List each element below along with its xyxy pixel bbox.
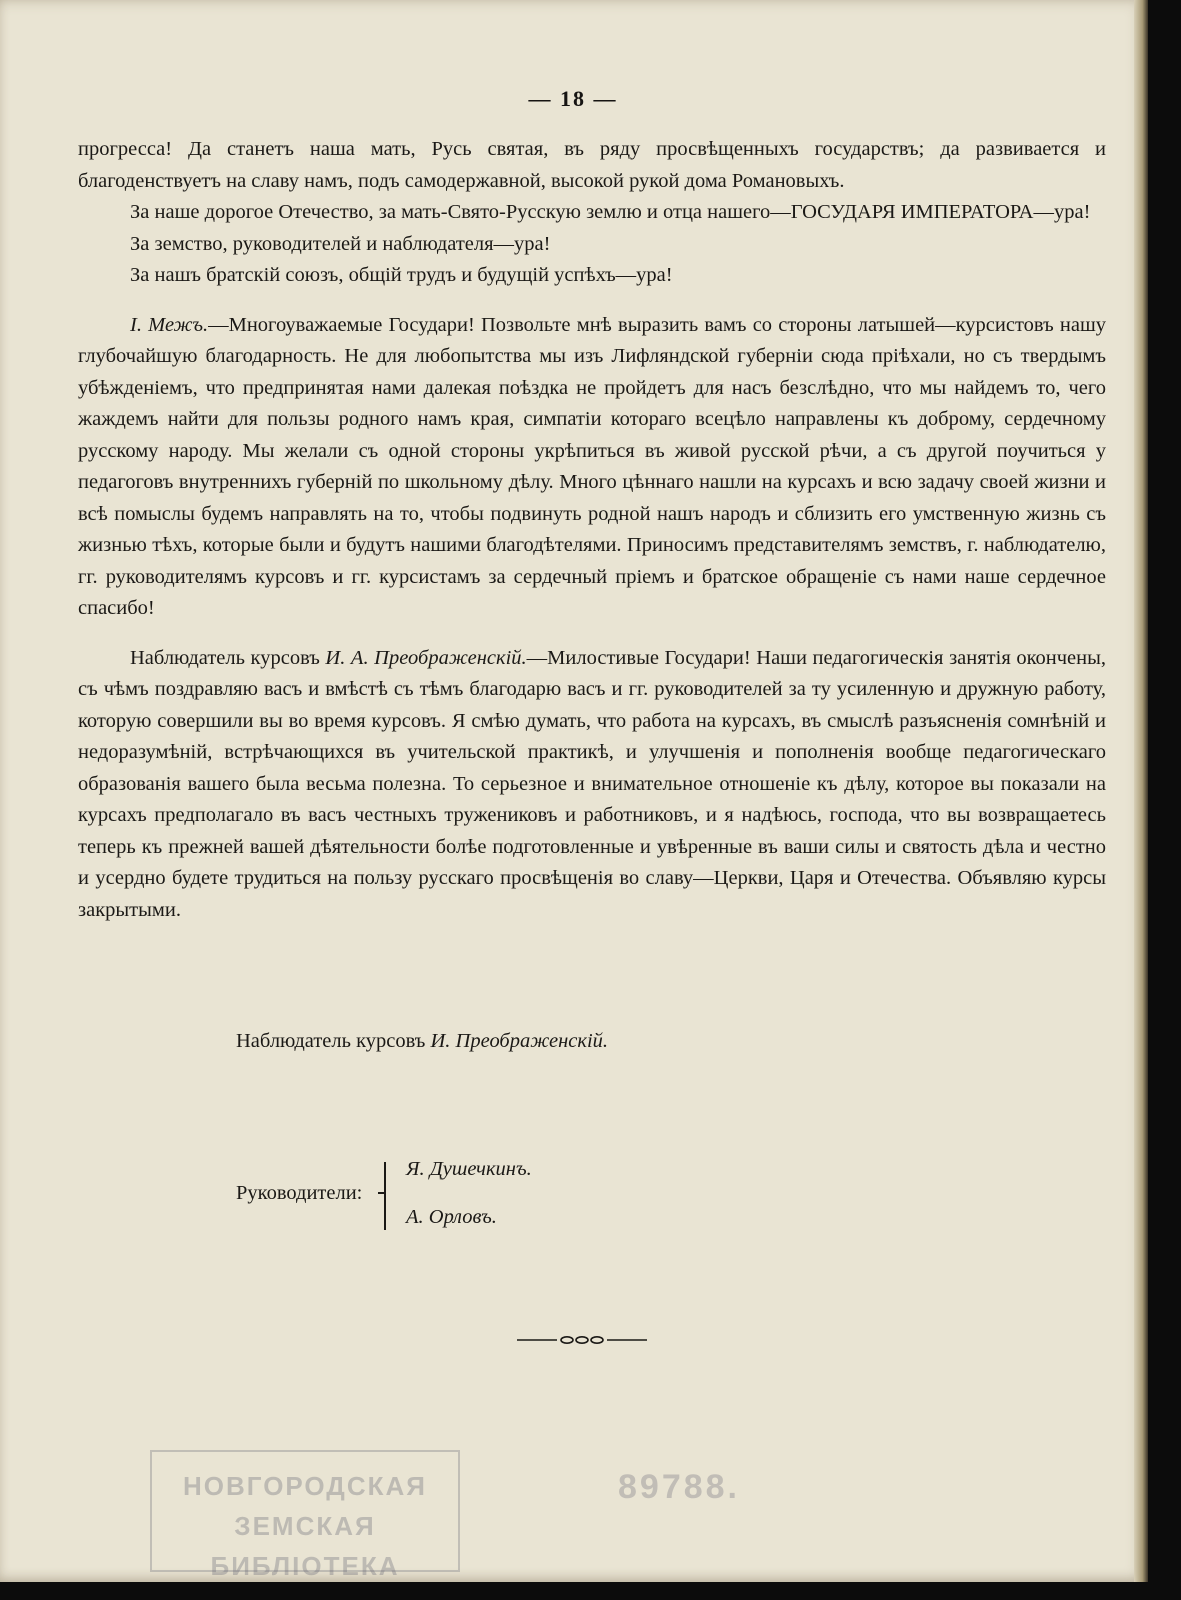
signature-name: И. Преображенскій.	[430, 1030, 609, 1052]
observer-signature	[236, 1030, 608, 1053]
leaders-label: Руководители:	[236, 1182, 363, 1204]
speaker-name: И. А. Преображенскій.	[325, 646, 527, 669]
curly-brace	[384, 1162, 392, 1230]
paragraph-observer-speech	[78, 643, 1106, 927]
paragraph-toast-fatherland: За наше дорогое Отечество, за мать-Свято-Русскую землю и отца нашего—ГОСУДАРЯ ИМПЕРАТОРА—ура!	[130, 201, 1091, 223]
leader-name-first: Я. Душечкинъ.	[406, 1158, 532, 1180]
library-stamp	[150, 1450, 460, 1581]
page-number: — 18 —	[528, 86, 618, 111]
signature-title: Наблюдатель курсовъ	[236, 1030, 431, 1052]
inventory-number: 89788.	[618, 1468, 740, 1506]
body-text	[78, 134, 1106, 926]
paragraph-toast-ending: прогресса! Да станетъ наша мать, Русь святая, въ ряду просвѣщенныхъ государствъ; да развивается и благоденствуетъ на славу намъ, подъ самодержавной, высокой рукой дома Романовыхъ.	[78, 138, 1106, 192]
stamp-line: ЗЕМСКАЯ БИБЛІОТЕКА	[210, 1511, 400, 1581]
paragraph-toast-union: За нашъ братскій союзъ, общій трудъ и будущій успѣхъ—ура!	[130, 264, 673, 286]
paragraph-mezh-speech	[78, 310, 1106, 625]
speech-text: —Многоуважаемые Государи! Позвольте мнѣ выразить вамъ со стороны латышей—курсистовъ нашу глубочайшую благодарность. Не для любопытства мы изъ Лифляндской губерніи сюда пріѣхали, но съ твердымъ убѣжденіемъ, что предпринятая нами далекая поѣздка не пройдетъ для насъ безслѣдно, что мы найдемъ то, чего жаждемъ найти для пользы родного намъ края, симпатіи котораго всецѣло направлены къ доброму, сердечному русскому народу. Мы желали съ одной стороны укрѣпиться въ живой русской рѣчи, а съ другой поучиться у педагоговъ внутреннихъ губерній по школьному дѣлу. Много цѣннаго нашли на курсахъ и всю задачу своей жизни и всѣ помыслы будемъ направлять на то, чтобы подвинуть родной нашъ народъ и сблизить его умственную жизнь съ жизнью тѣхъ, которые были и будутъ нашими благодѣтелями. Приносимъ представителямъ земствъ, г. наблюдателю, гг. руководителямъ курсовъ и гг. курсистамъ за сердечный пріемъ и братское обращеніе съ нами наше сердечное спасибо!	[78, 313, 1107, 619]
speaker-title: Наблюдатель курсовъ	[130, 646, 326, 669]
leader-name-second: А. Орловъ.	[406, 1206, 497, 1228]
page-edge-shadow	[1134, 0, 1148, 1582]
ornament-divider	[517, 1334, 647, 1346]
speaker-name: I. Межъ.	[130, 313, 209, 336]
speech-text: —Милостивые Государи! Наши педагогическія занятія окончены, съ чѣмъ поздравляю васъ и вмѣстѣ съ тѣмъ благодарю васъ и гг. руководителей за ту усиленную и дружную работу, которую совершили вы во время курсовъ. Я смѣю думать, что работа на курсахъ, въ смыслѣ разъясненія сомнѣній и недоразумѣній, встрѣчающихся въ учительской практикѣ, и улучшенія и пополненія вообще педагогическаго образованія вашего была весьма полезна. То серьезное и внимательное отношеніе къ дѣлу, которое вы показали на курсахъ предполагало въ васъ честныхъ тружениковъ и работниковъ, и я надѣюсь, господа, что вы возвращаетесь теперь къ прежней вашей дѣятельности болѣе подготовленные и увѣренные въ ваши силы и святость дѣла и честно и усердно будете трудиться на пользу русскаго просвѣщенія во славу—Церкви, Царя и Отечества. Объявляю курсы закрытыми.	[78, 646, 1106, 921]
stamp-line: НОВГОРОДСКАЯ	[183, 1471, 427, 1501]
paragraph-toast-zemstvo: За земство, руководителей и наблюдателя—ура!	[130, 232, 551, 255]
leaders-block	[236, 1158, 736, 1238]
